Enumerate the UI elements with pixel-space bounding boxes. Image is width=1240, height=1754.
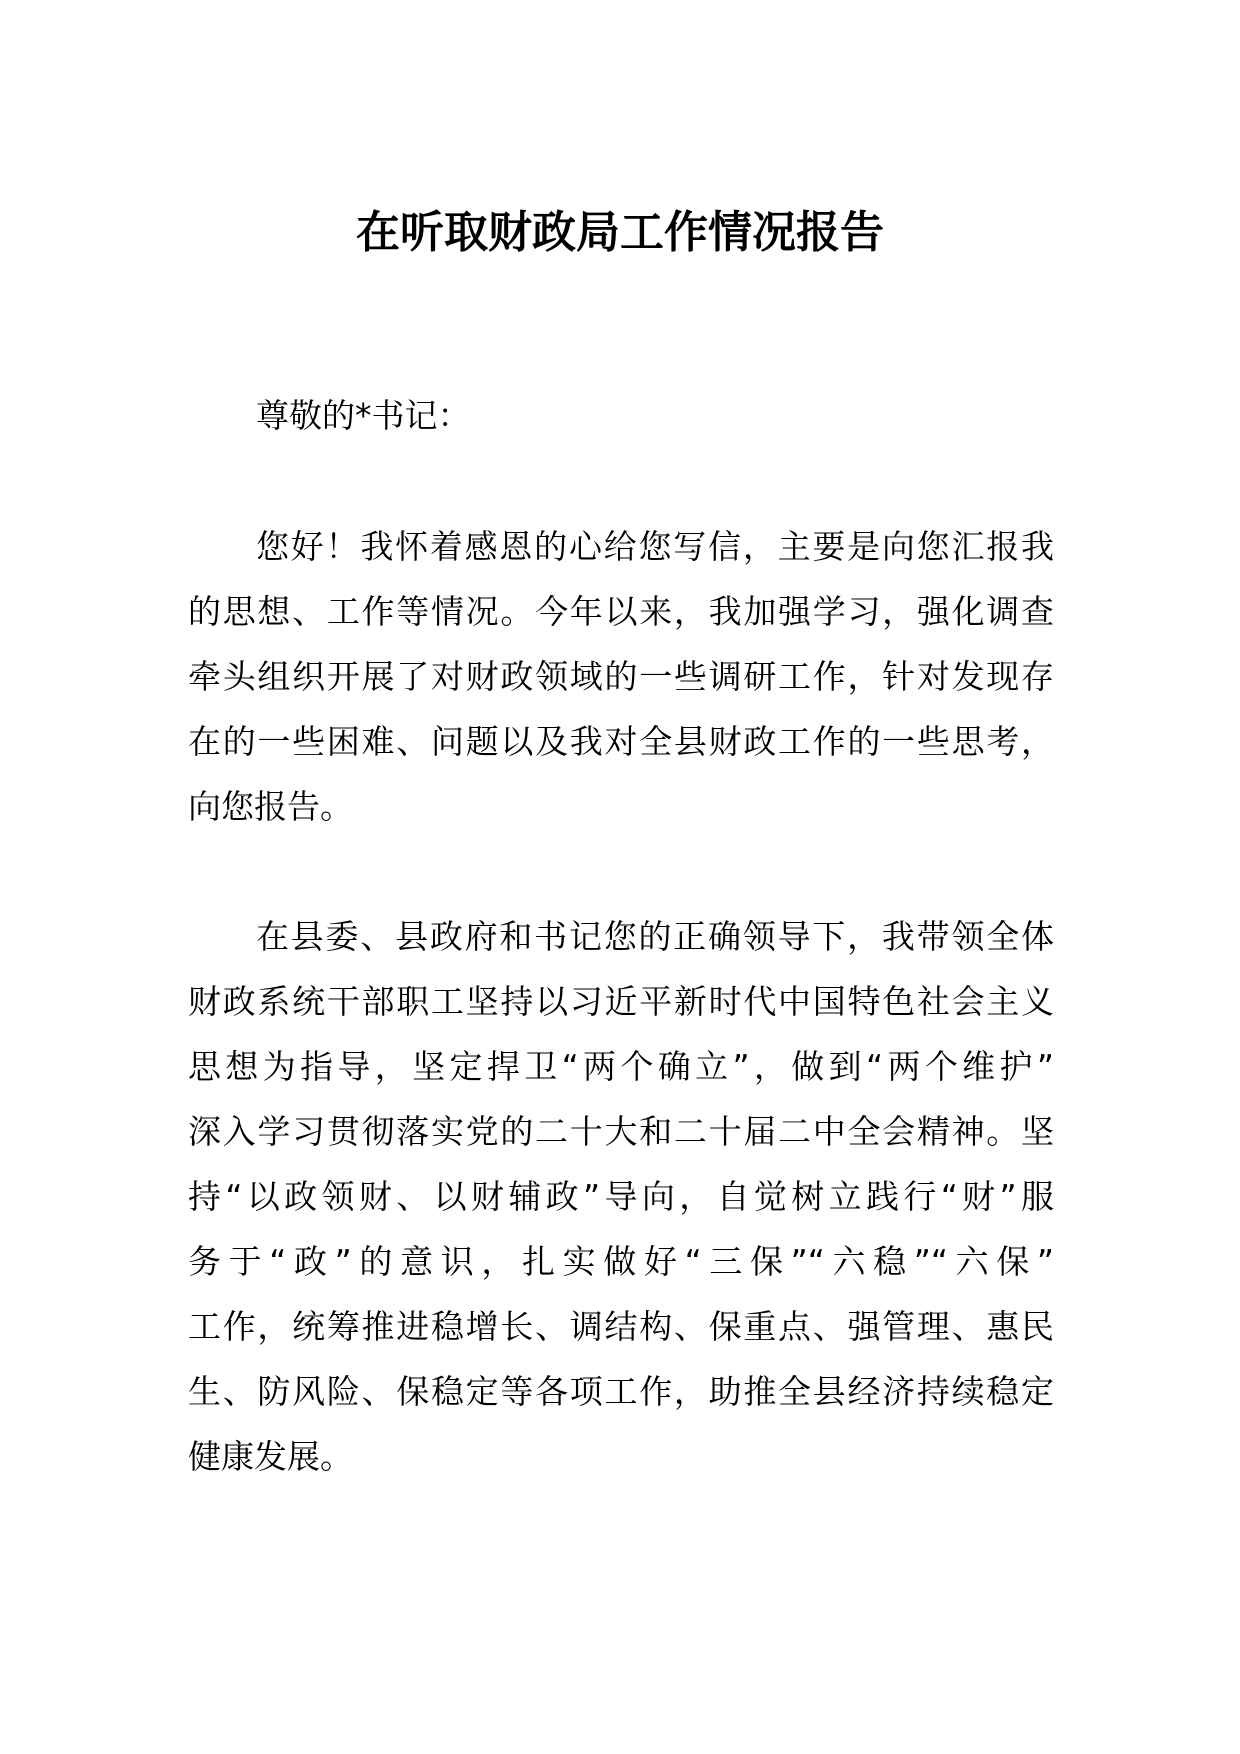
paragraph-line: 在县委、县政府和书记您的正确领导下，我带领全体 bbox=[256, 917, 1054, 956]
paragraph-line: 牵头组织开展了对财政领域的一些调研工作，针对发现存 bbox=[188, 657, 1054, 696]
document-title: 在听取财政局工作情况报告 bbox=[356, 207, 884, 258]
paragraph-line: 生、防风险、保稳定等各项工作，助推全县经济持续稳定 bbox=[188, 1372, 1054, 1411]
paragraph-line: 的思想、工作等情况。今年以来，我加强学习，强化调查 bbox=[188, 592, 1054, 631]
paragraph-line: 深入学习贯彻落实党的二十大和二十届二中全会精神。坚 bbox=[188, 1112, 1054, 1151]
paragraph-2 bbox=[188, 904, 1054, 1489]
salutation: 尊敬的*书记： bbox=[256, 396, 471, 435]
paragraph-line: 在的一些困难、问题以及我对全县财政工作的一些思考， bbox=[188, 722, 1054, 761]
paragraph-line: 向您报告。 bbox=[188, 787, 353, 826]
paragraph-line: 健康发展。 bbox=[188, 1437, 353, 1476]
paragraph-line: 持“以政领财、以财辅政”导向，自觉树立践行“财”服 bbox=[188, 1177, 1054, 1216]
paragraph-1 bbox=[188, 514, 1054, 839]
paragraph-line: 您好！我怀着感恩的心给您写信，主要是向您汇报我 bbox=[256, 527, 1054, 566]
paragraph-line: 工作，统筹推进稳增长、调结构、保重点、强管理、惠民 bbox=[188, 1307, 1054, 1346]
paragraph-line: 务于“政”的意识，扎实做好“三保”“六稳”“六保” bbox=[188, 1242, 1054, 1281]
paragraph-line: 财政系统干部职工坚持以习近平新时代中国特色社会主义 bbox=[188, 982, 1054, 1021]
paragraph-line: 思想为指导，坚定捍卫“两个确立”，做到“两个维护” bbox=[188, 1047, 1054, 1086]
